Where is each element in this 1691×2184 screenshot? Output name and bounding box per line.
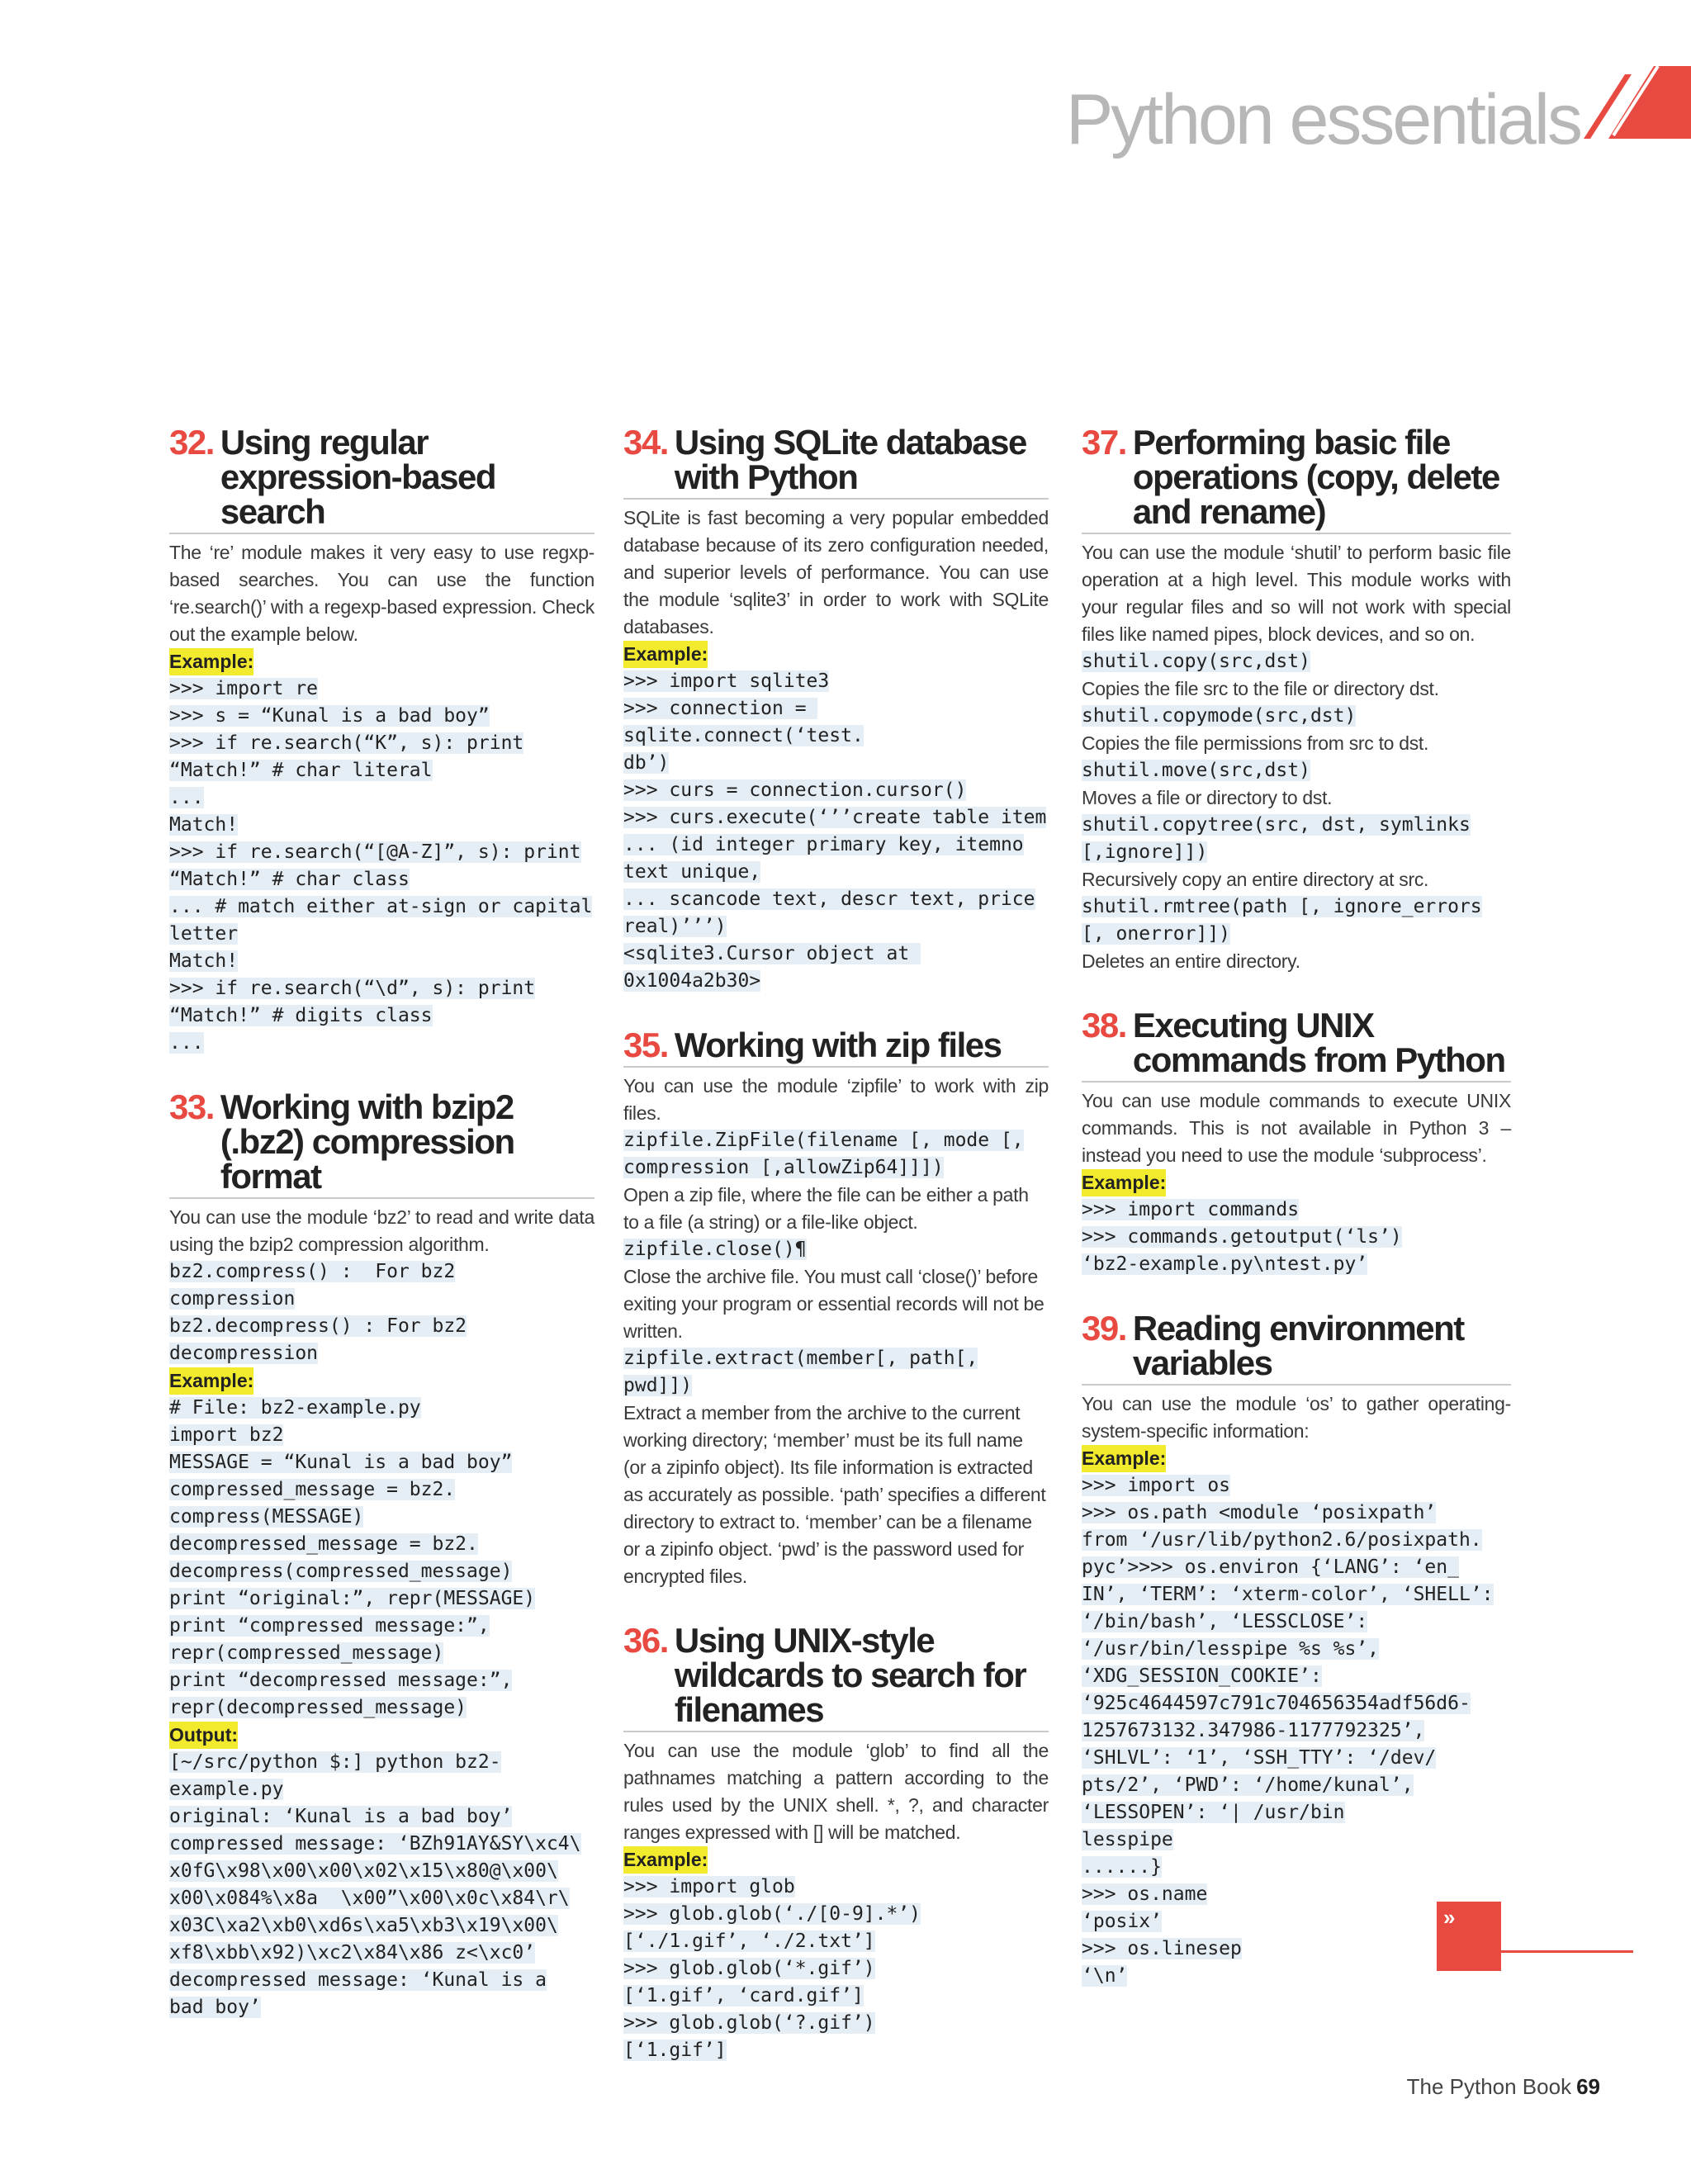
code-line: IN’, ‘TERM’: ‘xterm-color’, ‘SHELL’: xyxy=(1082,1584,1494,1605)
section-intro: You can use module commands to execute UNIX commands. This is not available in Python 3 – instead you need to use the module ‘subprocess’. xyxy=(1082,1090,1511,1166)
section-intro: The ‘re’ module makes it very easy to use regxp-based searches. You can use the function ‘re.search()’ with a regexp-based expression. Check out the example below. xyxy=(169,542,594,645)
code-line: repr(decompressed_message) xyxy=(169,1697,467,1718)
code-line: example.py xyxy=(169,1779,284,1800)
code-block xyxy=(623,668,1049,995)
code-line: ... xyxy=(169,787,204,808)
code-line: decompress(compressed_message) xyxy=(169,1561,513,1582)
section-number: 36. xyxy=(623,1621,668,1660)
code-line: “Match!” # digits class xyxy=(169,1005,433,1026)
section-intro: You can use the module ‘bz2’ to read and write data using the bzip2 compression algorithm. xyxy=(169,1206,594,1255)
section-intro: SQLite is fast becoming a very popular embedded database because of its zero configuration needed, and superior levels of performance. You can use the module ‘sqlite3’ in order to work with SQLite databases. xyxy=(623,507,1049,637)
api-signature xyxy=(623,1345,1049,1400)
code-line: decompressed_message = bz2. xyxy=(169,1533,478,1555)
code-line: # File: bz2-example.py xyxy=(169,1397,421,1419)
code-line: >>> os.path <module ‘posixpath’ xyxy=(1082,1502,1437,1523)
code-line: real)’’’) xyxy=(623,916,727,937)
code-line: lesspipe xyxy=(1082,1829,1173,1850)
section-heading xyxy=(623,1623,1049,1732)
section-title: Performing basic file operations (copy, delete and rename) xyxy=(1132,423,1499,531)
code-block xyxy=(623,1874,1049,2064)
section-title: Using regular expression-based search xyxy=(220,423,496,531)
code-line: letter xyxy=(169,923,239,945)
example-label: Example: xyxy=(623,641,708,668)
code-line: decompression xyxy=(169,1343,319,1364)
section-intro: You can use the module ‘glob’ to find all the pathnames matching a pattern according to the rules used by the UNIX shell. *, ?, and character ranges expressed with [] will be matched. xyxy=(623,1740,1049,1843)
example-label: Example: xyxy=(169,648,253,675)
section-heading xyxy=(1082,425,1511,534)
section-heading xyxy=(623,1028,1049,1068)
code-line: [,ignore]]) xyxy=(1082,841,1208,863)
code-line: original: ‘Kunal is a bad boy’ xyxy=(169,1806,513,1827)
item-list xyxy=(623,1127,1049,1590)
section-intro: You can use the module ‘os’ to gather operating-system-specific information: xyxy=(1082,1393,1511,1442)
section-title: Reading environment variables xyxy=(1132,1309,1464,1382)
continue-marker xyxy=(1437,1902,1501,1971)
code-line: from ‘/usr/lib/python2.6/posixpath. xyxy=(1082,1529,1482,1551)
code-line: import bz2 xyxy=(169,1424,284,1446)
code-line: compression xyxy=(169,1288,296,1310)
code-line: shutil.copy(src,dst) xyxy=(1082,651,1310,672)
section-title: Executing UNIX commands from Python xyxy=(1132,1006,1505,1079)
section-heading xyxy=(169,425,594,534)
api-signature xyxy=(623,1236,1049,1263)
code-line: <sqlite3.Cursor object at 0x1004a2b30> xyxy=(623,943,921,992)
page-number: 69 xyxy=(1576,2074,1600,2099)
code-line: >>> if re.search(“[@A-Z]”, s): print xyxy=(169,841,581,863)
pen-stripe-icon xyxy=(1575,63,1691,139)
code-line: ‘/usr/bin/lesspipe %s %s’, xyxy=(1082,1638,1380,1660)
code-line: >>> if re.search(“\d”, s): print xyxy=(169,978,536,999)
section-number: 39. xyxy=(1082,1309,1126,1348)
section-intro: You can use the module ‘zipfile’ to work with zip files. xyxy=(623,1075,1049,1124)
code-line: ‘LESSOPEN’: ‘| /usr/bin xyxy=(1082,1802,1345,1823)
code-block xyxy=(169,1395,594,1722)
section-34 xyxy=(623,425,1049,995)
section-title: Working with zip files xyxy=(674,1026,1002,1064)
code-line: >>> if re.search(“K”, s): print xyxy=(169,732,524,754)
code-line: x00\x084%\x8a \x00”\x00\x0c\x84\r\ xyxy=(169,1888,570,1909)
output-block xyxy=(169,1749,594,2021)
code-line: zipfile.ZipFile(filename [, mode [, xyxy=(623,1130,1024,1151)
code-line: Match! xyxy=(169,814,239,836)
code-line: ... xyxy=(169,1032,204,1054)
section-35 xyxy=(623,1028,1049,1590)
api-signature xyxy=(1082,757,1511,784)
item-list xyxy=(1082,648,1511,975)
code-line: print “decompressed message:”, xyxy=(169,1670,513,1691)
code-line: ... # match either at-sign or capital xyxy=(169,896,593,917)
api-description: Copies the file src to the file or directory dst. xyxy=(1082,678,1439,699)
code-line: zipfile.extract(member[, path[, xyxy=(623,1348,978,1369)
section-36 xyxy=(623,1623,1049,2064)
example-label: Example: xyxy=(1082,1445,1166,1472)
section-heading xyxy=(169,1087,594,1199)
code-line: shutil.move(src,dst) xyxy=(1082,760,1310,781)
code-line: ......} xyxy=(1082,1856,1162,1878)
api-description: Recursively copy an entire directory at src. xyxy=(1082,869,1429,890)
code-line: >>> import re xyxy=(169,678,319,699)
column-right xyxy=(1082,425,1511,2023)
code-line: print “compressed message:”, xyxy=(169,1615,490,1637)
example-label: Example: xyxy=(623,1846,708,1874)
section-number: 35. xyxy=(623,1026,668,1064)
code-line: zipfile.close()¶ xyxy=(623,1239,807,1260)
code-line: >>> connection = sqlite.connect(‘test. xyxy=(623,698,864,746)
code-line: ‘posix’ xyxy=(1082,1911,1162,1932)
code-line: x03C\xa2\xb0\xd6s\xa5\xb3\x19\x00\ xyxy=(169,1915,558,1936)
code-line: ‘SHLVL’: ‘1’, ‘SSH_TTY’: ‘/dev/ xyxy=(1082,1747,1437,1769)
code-line: “Match!” # char literal xyxy=(169,760,433,781)
code-line: compress(MESSAGE) xyxy=(169,1506,364,1528)
code-line: print “original:”, repr(MESSAGE) xyxy=(169,1588,536,1609)
code-line: db’) xyxy=(623,752,670,774)
code-line: “Match!” # char class xyxy=(169,869,410,890)
section-number: 37. xyxy=(1082,423,1126,462)
book-title: The Python Book xyxy=(1406,2074,1572,2099)
continue-rule xyxy=(1501,1950,1633,1953)
code-line: pts/2’, ‘PWD’: ‘/home/kunal’, xyxy=(1082,1774,1414,1796)
api-description: Extract a member from the archive to the current working directory; ‘member’ must be its full name (or a zipinfo object). Its file information is extracted as accurately as possible. ‘path’ specifies a different directory to extract to. ‘member’ can be a filename or a zipinfo object. ‘pwd’ is the password used for encrypted files. xyxy=(623,1402,1046,1587)
section-intro: You can use the module ‘shutil’ to perform basic file operation at a high level. This module works with your regular files and so will not work with special files like named pipes, block devices, and so on. xyxy=(1082,542,1511,645)
code-line: shutil.copytree(src, dst, symlinks xyxy=(1082,814,1471,836)
code-line: >>> curs = connection.cursor() xyxy=(623,779,967,801)
code-line: >>> curs.execute(‘’’create table item xyxy=(623,807,1047,828)
section-37 xyxy=(1082,425,1511,975)
section-number: 33. xyxy=(169,1087,214,1126)
code-line: ‘/bin/bash’, ‘LESSCLOSE’: xyxy=(1082,1611,1368,1632)
code-line: >>> glob.glob(‘*.gif’) xyxy=(623,1958,875,1979)
code-line: x0fG\x98\x00\x00\x02\x15\x80@\x00\ xyxy=(169,1860,558,1882)
code-line: >>> glob.glob(‘./[0-9].*’) xyxy=(623,1903,921,1925)
section-number: 34. xyxy=(623,423,668,462)
api-signature xyxy=(1082,812,1511,866)
api-description: Moves a file or directory to dst. xyxy=(1082,787,1333,808)
api-block xyxy=(169,1258,594,1367)
section-39 xyxy=(1082,1311,1511,1990)
column-middle xyxy=(623,425,1049,2097)
code-line: bz2.decompress() : For bz2 xyxy=(169,1315,467,1337)
section-title: Working with bzip2 (.bz2) compression format xyxy=(220,1087,514,1196)
api-signature xyxy=(1082,893,1511,948)
api-signature xyxy=(1082,703,1511,730)
code-line: [‘1.gif’] xyxy=(623,2040,727,2061)
section-heading xyxy=(623,425,1049,500)
code-block xyxy=(1082,1196,1511,1278)
code-line: >>> import commands xyxy=(1082,1199,1300,1220)
section-title: Using SQLite database with Python xyxy=(674,423,1026,496)
code-line: ‘XDG_SESSION_COOKIE’: xyxy=(1082,1665,1322,1687)
code-line: compressed message: ‘BZh91AY&SY\xc4\ xyxy=(169,1833,581,1855)
api-description: Deletes an entire directory. xyxy=(1082,950,1300,972)
code-line: ... (id integer primary key, itemno xyxy=(623,834,1024,855)
code-line: >>> import sqlite3 xyxy=(623,670,830,692)
code-line: [‘./1.gif’, ‘./2.txt’] xyxy=(623,1931,875,1952)
code-line: [‘1.gif’, ‘card.gif’] xyxy=(623,1985,864,2006)
section-38 xyxy=(1082,1008,1511,1278)
code-line: bz2.compress() : For bz2 xyxy=(169,1261,456,1282)
running-header: Python essentials xyxy=(1065,80,1580,159)
code-line: decompressed message: ‘Kunal is a xyxy=(169,1969,547,1991)
code-block xyxy=(169,675,594,1057)
column-left xyxy=(169,425,594,2054)
code-line: >>> os.name xyxy=(1082,1883,1208,1905)
code-line: >>> import os xyxy=(1082,1475,1231,1496)
section-number: 32. xyxy=(169,423,214,462)
api-description: Open a zip file, where the file can be either a path to a file (a string) or a file-like object. xyxy=(623,1184,1029,1233)
api-description: Close the archive file. You must call ‘close()’ before exiting your program or essential records will not be written. xyxy=(623,1266,1044,1342)
section-33 xyxy=(169,1087,594,2021)
api-description: Copies the file permissions from src to dst. xyxy=(1082,732,1429,754)
code-line: ‘925c4644597c791c704656354adf56d6- xyxy=(1082,1693,1471,1714)
code-line: bad boy’ xyxy=(169,1997,261,2018)
code-line: pyc’>>>> os.environ {‘LANG’: ‘en_ xyxy=(1082,1556,1459,1578)
output-label: Output: xyxy=(169,1722,238,1749)
code-line: ... scancode text, descr text, price xyxy=(623,888,1035,910)
code-line: [~/src/python $:] python bz2- xyxy=(169,1751,501,1773)
code-line: >>> s = “Kunal is a bad boy” xyxy=(169,705,490,727)
api-signature xyxy=(1082,648,1511,675)
code-line: 1257673132.347986-1177792325’, xyxy=(1082,1720,1425,1741)
code-line: >>> commands.getoutput(‘ls’) xyxy=(1082,1226,1402,1248)
code-line: shutil.rmtree(path [, ignore_errors xyxy=(1082,896,1482,917)
example-label: Example: xyxy=(169,1367,253,1395)
section-number: 38. xyxy=(1082,1006,1126,1045)
code-line: [, onerror]]) xyxy=(1082,923,1231,945)
code-line: Match! xyxy=(169,950,239,972)
section-32 xyxy=(169,425,594,1057)
example-label: Example: xyxy=(1082,1169,1166,1196)
continue-arrow-icon: » xyxy=(1443,1905,1456,1930)
code-line: pwd]]) xyxy=(623,1375,693,1396)
code-line: xf8\xbb\x92)\xc2\x84\x86 z<\xc0’ xyxy=(169,1942,536,1964)
code-line: MESSAGE = “Kunal is a bad boy” xyxy=(169,1452,513,1473)
api-signature xyxy=(623,1127,1049,1182)
code-line: compressed_message = bz2. xyxy=(169,1479,456,1500)
code-line: >>> import glob xyxy=(623,1876,795,1897)
code-line: text unique, xyxy=(623,861,761,883)
section-heading xyxy=(1082,1008,1511,1083)
code-line: ‘bz2-example.py\ntest.py’ xyxy=(1082,1253,1368,1275)
code-line: >>> os.linesep xyxy=(1082,1938,1242,1959)
code-line: shutil.copymode(src,dst) xyxy=(1082,705,1357,727)
code-line: ‘\n’ xyxy=(1082,1965,1128,1987)
section-title: Using UNIX-style wildcards to search for filenames xyxy=(674,1621,1026,1729)
page-footer xyxy=(1407,2074,1600,2100)
code-line: compression [,allowZip64]]]) xyxy=(623,1157,944,1178)
section-heading xyxy=(1082,1311,1511,1386)
code-line: >>> glob.glob(‘?.gif’) xyxy=(623,2012,875,2034)
code-line: repr(compressed_message) xyxy=(169,1642,444,1664)
